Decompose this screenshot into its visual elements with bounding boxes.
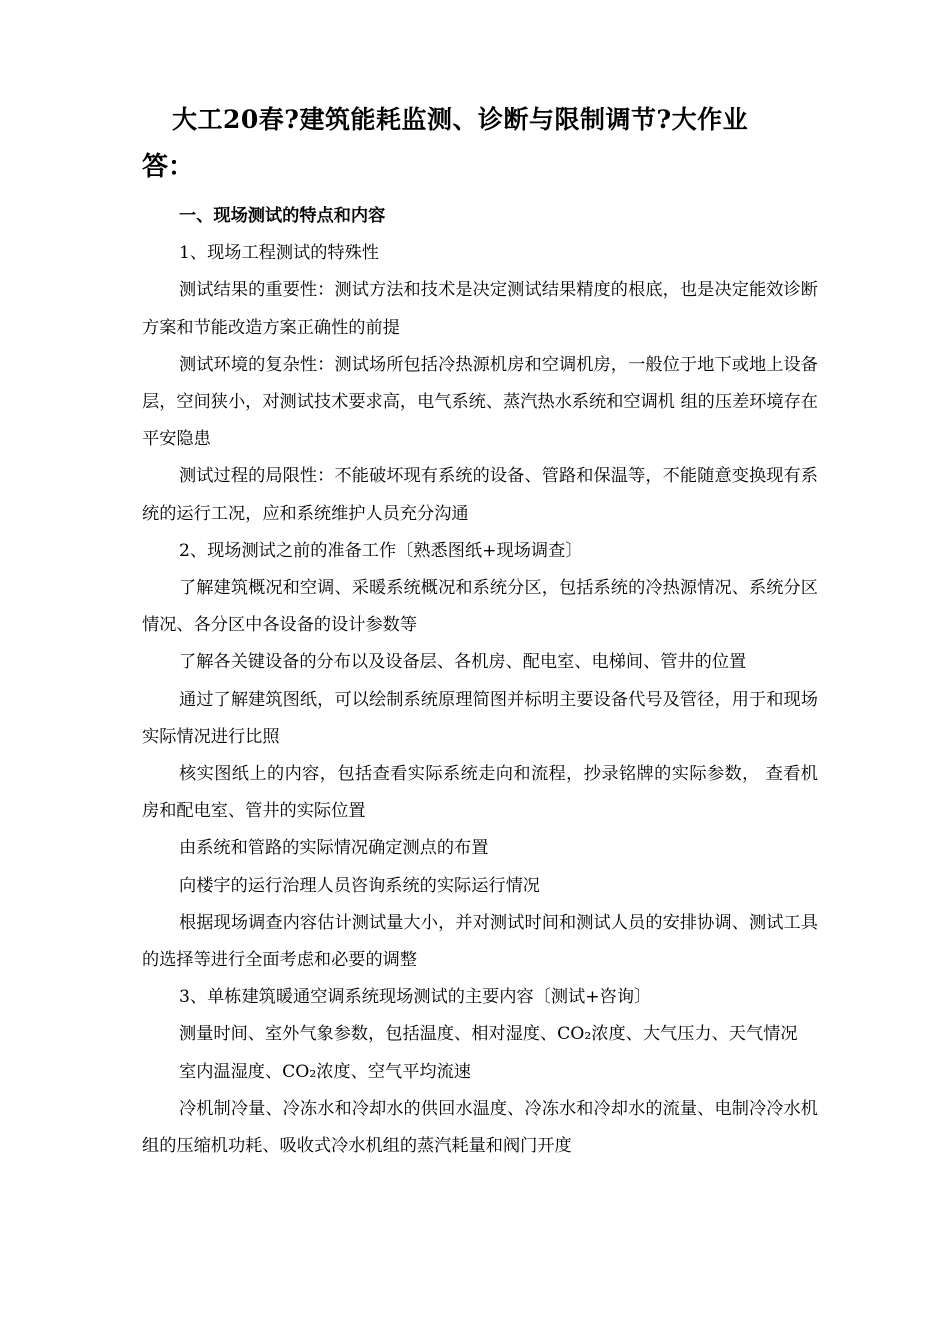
paragraph: 核实图纸上的内容，包括查看实际系统走向和流程，抄录铭牌的实际参数， 查看机房和配电室、管井的实际位置 <box>142 764 818 822</box>
document-title: 大工20春?建筑能耗监测、诊断与限制调节?大作业 <box>172 105 749 134</box>
paragraph: 测试过程的局限性：不能破坏现有系统的设备、管路和保温等，不能随意变换现有系统的运行工况，应和系统维护人员充分沟通 <box>142 466 818 524</box>
subsection-heading: 2、现场测试之前的准备工作〔熟悉图纸+现场调查〕 <box>179 540 583 561</box>
paragraph: 测量时间、室外气象参数，包括温度、相对湿度、CO₂浓度、大气压力、天气情况 <box>179 1024 798 1045</box>
section-heading: 一、现场测试的特点和内容 <box>179 206 386 226</box>
paragraph: 测试环境的复杂性：测试场所包括冷热源机房和空调机房，一般位于地下或地上设备层，空间狭小，对测试技术要求高，电气系统、蒸汽热水系统和空调机 组的压差环境存在平安隐患 <box>142 354 818 450</box>
paragraph: 向楼宇的运行治理人员咨询系统的实际运行情况 <box>179 875 540 896</box>
subsection-heading: 1、现场工程测试的特殊性 <box>179 243 379 264</box>
paragraph: 了解建筑概况和空调、采暖系统概况和系统分区，包括系统的冷热源情况、系统分区情况、各分区中各设备的设计参数等 <box>142 578 818 636</box>
paragraph: 根据现场调查内容估计测试量大小，并对测试时间和测试人员的安排协调、测试工具的选择等进行全面考虑和必要的调整 <box>142 912 818 971</box>
paragraph: 室内温湿度、CO₂浓度、空气平均流速 <box>179 1061 471 1082</box>
subsection-heading: 3、单栋建筑暖通空调系统现场测试的主要内容〔测试+咨询〕 <box>179 987 652 1008</box>
paragraph: 由系统和管路的实际情况确定测点的布置 <box>179 838 489 859</box>
paragraph: 通过了解建筑图纸，可以绘制系统原理简图并标明主要设备代号及管径，用于和现场实际情况进行比照 <box>142 689 818 747</box>
document-body <box>142 198 818 1165</box>
paragraph: 冷机制冷量、冷冻水和冷却水的供回水温度、冷冻水和冷却水的流量、电制冷冷水机组的压缩机功耗、吸收式冷水机组的蒸汽耗量和阀门开度 <box>142 1098 818 1157</box>
answer-label: 答： <box>142 152 195 182</box>
paragraph: 了解各关键设备的分布以及设备层、各机房、配电室、电梯间、管井的位置 <box>179 652 747 673</box>
paragraph: 测试结果的重要性：测试方法和技术是决定测试结果精度的根底，也是决定能效诊断方案和节能改造方案正确性的前提 <box>142 280 818 338</box>
